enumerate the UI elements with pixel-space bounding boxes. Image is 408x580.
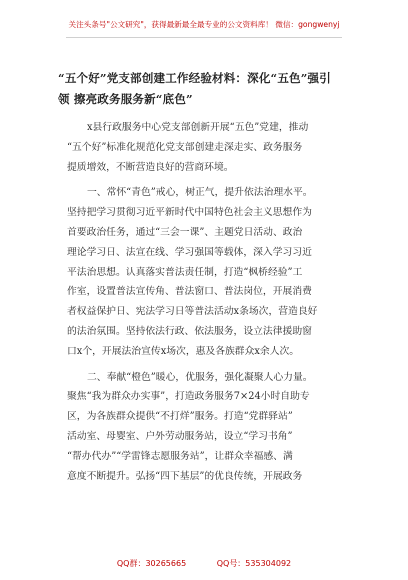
title-line-2: 领 擦亮政务服务新“底色” (58, 92, 193, 106)
body-line: 活动室、母婴室、户外劳动服务站，设立“学习书角” (67, 430, 293, 442)
section-heading-2: 二、奉献“橙色”暖心，优服务，强化凝聚人心力量。 (87, 371, 313, 383)
page-header-banner: 关注头条号"公文研究"，获得最新最全最专业的公文资料库！ 微信：gongwenyj (68, 20, 340, 29)
document-title (58, 68, 358, 110)
body-line: 作室，设置普法宣传角、普法窗口、普法岗位，开展消费 (67, 286, 312, 298)
body-line: 平法治思想。认真落实普法责任制，打造“枫桥经验”工 (67, 266, 303, 278)
paragraph-section-2 (67, 368, 349, 487)
header-divider (66, 37, 342, 38)
body-line: 区，为各族群众提供“不打烊”服务。打造“党群驿站” (67, 411, 293, 423)
body-line: 口x个，开展法治宣传x场次，惠及各族群众x余人次。 (67, 345, 300, 357)
body-line: 的法治氛围。坚持依法行政、依法服务，设立法律援助窗 (67, 325, 312, 337)
footer-qq-group: QQ群：30265665 (116, 559, 187, 568)
body-line: 坚持把学习贯彻习近平新时代中国特色社会主义思想作为 (67, 207, 312, 219)
body-line: 理论学习日、法宣在线、学习强国等载体，深入学习习近 (67, 246, 312, 258)
document-body (67, 118, 349, 486)
body-line: 首要政治任务，通过“三会一课”、主题党日活动、政治 (67, 226, 303, 238)
section-heading-1: 一、常怀“青色”戒心，树正气，提升依法治理水平。 (87, 187, 313, 199)
body-line: 者权益保护日、宪法学习日等普法活动x条场次，营造良好 (67, 306, 318, 318)
body-line: 意度不断提升。弘扬“四下基层”的优良传统，开展政务 (67, 470, 303, 482)
body-line: 聚焦“我为群众办实事”，打造政务服务7×24小时自助专 (67, 391, 310, 403)
paragraph-section-1 (67, 183, 349, 361)
body-line: x县行政服务中心党支部创新开展“五色”党建，推动 (87, 122, 309, 133)
title-line-1: “五个好”党支部创建工作经验材料：深化“五色”强引 (58, 71, 331, 85)
page-footer (0, 558, 408, 569)
body-line: “五个好”标准化规范化党支部创建走深走实、政务服务 (67, 141, 303, 153)
paragraph-intro (67, 118, 349, 177)
footer-qq-number: QQ号：535304092 (216, 559, 292, 568)
body-line: “帮办代办”“学雷锋志愿服务站”，让群众幸福感、满 (67, 450, 293, 462)
body-line: 提质增效，不断营造良好的营商环境。 (67, 161, 234, 173)
